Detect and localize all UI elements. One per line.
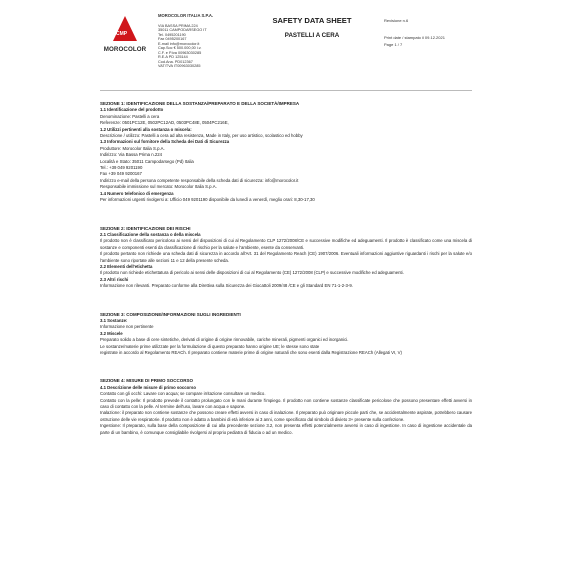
cmp-logo-icon bbox=[112, 15, 138, 45]
paragraph: Informazione non pertinente bbox=[100, 324, 154, 330]
section-2-title: SEZIONE 2: IDENTIFICAZIONE DEI RISCHI bbox=[100, 225, 191, 231]
logo-brand: MOROCOLOR bbox=[103, 46, 147, 53]
company-line: VIA BASSA PRIMA 224 bbox=[158, 23, 198, 28]
subsection-title: 3.2 Miscele bbox=[100, 330, 123, 336]
paragraph: Ingestione: Il preparato, sulla base della composizione di cui alla precedente sezione 3.2, non presenta effetti potenzialmente avversi in caso di ingestione. In caso di ingestione accidentale da parte di un bambino, è comunque consigliabile rivolgersi al proprio pediatra di fiducia o ad un medico. bbox=[100, 423, 472, 435]
paragraph: Il prodotto non è classificato pericoloso ai sensi del disposizioni di cui al Regolamento CLP 1272/2008/CE e successive modifiche ed adeguamenti. Il prodotto è classificato come una miscela di sostanze e componenti esenti da classificazione di rischio per la salute e l'ambiente, esente da conservanti. bbox=[100, 238, 472, 250]
safety-data-sheet-page bbox=[100, 14, 472, 436]
paragraph: Denominazione: Pastelli a cera bbox=[100, 113, 160, 119]
subsection-title: 4.1 Descrizione delle misure di primo soccorso bbox=[100, 384, 196, 390]
subsection-title: 1.3 Informazioni sul fornitore della Scheda dei Dati di Sicurezza bbox=[100, 139, 230, 145]
company-line: Fax 0495200167 bbox=[158, 37, 187, 41]
paragraph: Responsabile immissione sul mercato: Morocolor Italia S.p.A. bbox=[100, 184, 217, 190]
paragraph: Le sostanze/materie prime utilizzate per la formulazione di questo preparato hanno origine UE; le stesse sono state bbox=[100, 343, 320, 349]
page-number: Page 1 / 7 bbox=[384, 42, 403, 47]
paragraph: Inalazione: il preparato non contiene sostanze che possono creare effetti avversi in caso di inalazione. Il preparato può originare piccole parti che, se accidentalmente aspirate, potrebbero causare ostruzione delle vie respiratorie. Il prodotto non è adatto a bambini di età inferiore ai 3 anni, come specificato dal simbolo di divieto 3+ presente sulla confezione. bbox=[100, 410, 472, 422]
paragraph: registrate in accordo al Regolamento REACh. Il preparato contiene materie prime di origine naturali che sono esenti dalla Registrazione REACh (Allegati VI, V) bbox=[100, 350, 402, 355]
paragraph: Informazione non rilevanti. Preparato conforme alla Direttiva sulla Sicurezza dei Giocattoli 2009/48 /CE e gli Standard EN 71-1-2-3-9. bbox=[100, 283, 353, 289]
company-line: R.E.A PD 125144 bbox=[158, 55, 188, 59]
company-logo bbox=[100, 14, 150, 53]
subsection-title: 2.3 Altri rischi bbox=[100, 276, 129, 282]
section-4-title: SEZIONE 4: MISURE DI PRIMO SOCCORSO bbox=[100, 378, 194, 384]
paragraph: Preparato solido a base di cere sintetiche, derivati di origine di origine rinnovabile, cariche minerali, pigmenti organici ed inorganici. bbox=[100, 337, 349, 343]
paragraph: Indirizzo: Via Bassa Prima n.224 bbox=[100, 152, 163, 158]
paragraph: Referenze: 0501PC12E, 0502PC12AD, 0503PC48E, 0504PC216E, bbox=[100, 120, 229, 126]
paragraph: Contatto con la pelle: Il prodotto prevede il contatto prolungato con le mani durante l'impiego. Il prodotto non contiene sostanze classificate pericolose che possono presentare effetti avversi in caso di contatto con la pelle. Al termine dell'uso, lavare con acqua e sapone. bbox=[100, 397, 472, 410]
paragraph: Località e Stato: 35011 Campodarsego (Pd) Italia bbox=[100, 158, 194, 164]
paragraph: Fax +39 049 9200167 bbox=[100, 171, 142, 177]
section-1-title: SEZIONE 1: IDENTIFICAZIONE DELLA SOSTANZA/PREPARATO E DELLA SOCIETÀ/IMPRESA bbox=[100, 101, 300, 106]
revision-number: Revisione n.6 bbox=[384, 18, 409, 23]
subsection-title: 1.1 Identificazione del prodotto bbox=[100, 107, 164, 113]
subsection-title: 2.2 Elementi dell'etichetta bbox=[100, 263, 153, 269]
section-gap bbox=[100, 204, 472, 226]
subsection-title: 1.4 Numero telefonico di emergenza bbox=[100, 190, 174, 196]
paragraph: Indirizzo e-mail della persona competente responsabile della scheda dati di sicurezza: info@morocolor.it bbox=[100, 177, 299, 183]
logo-tag: CMP bbox=[116, 31, 128, 37]
section-gap bbox=[100, 290, 472, 312]
product-title: PASTELLI A CERA bbox=[284, 32, 340, 39]
document-title: SAFETY DATA SHEET bbox=[272, 16, 352, 25]
section-3-title: SEZIONE 3: COMPOSIZIONE/INFORMAZIONI SUGLI INGREDIENTI bbox=[100, 311, 241, 317]
company-line: E-mail info@morocolor.it bbox=[158, 41, 200, 46]
company-line: C.F. e P.iva 00963030285 bbox=[158, 50, 202, 55]
document-header bbox=[100, 14, 472, 91]
company-name: MOROCOLOR ITALIA S.P.A. bbox=[158, 13, 214, 18]
document-body bbox=[100, 101, 472, 436]
paragraph: Per informazioni urgenti rivolgersi a: Ufficio 049 9201190 disponibile da lunedì a venerdì, meglio orari: 8,30-17,30 bbox=[100, 197, 315, 203]
company-line: Cod.Ana. PD012367 bbox=[158, 59, 193, 64]
section-gap bbox=[100, 356, 472, 378]
company-line: 35011 CAMPODARSEGO IT bbox=[158, 28, 207, 32]
document-meta bbox=[378, 14, 472, 47]
paragraph: Contatto con gli occhi: Lavare con acqua; se compare irritazione consultare un medico. bbox=[100, 391, 266, 397]
company-line: Tel. 0495201190 bbox=[158, 32, 186, 37]
paragraph: Tel.: +39 049 9201190 bbox=[100, 165, 143, 171]
company-info bbox=[150, 14, 246, 69]
subsection-title: 2.1 Classificazione della sostanza o della miscela bbox=[100, 231, 201, 237]
subsection-title: 3.1 Sostanze: bbox=[100, 317, 128, 323]
document-title-block bbox=[246, 14, 378, 39]
paragraph: Descrizione / utilizzo: Pastelli a cera ad alta resistenza, Made in Italy, per uso artistico, scolastico ed hobby bbox=[100, 133, 303, 139]
company-line: VAT/TVA IT00963030285 bbox=[158, 64, 201, 68]
paragraph: Il prodotto pertanto non richiede una scheda dati di sicurezza in accordo all'Art. 31 del Regolamento Reach (CE) 1907/2006. Eventuali informazioni aggiuntive riguardanti i rischi per la salute e/o l'ambiente sono riportate alle sezioni 11 e 12 della presente scheda. bbox=[100, 251, 472, 263]
subsection-title: 1.2 Utilizzi pertinenti alla sostanza o miscela: bbox=[100, 126, 192, 132]
company-line: Cap.Soc € 500.000,00 i.v. bbox=[158, 46, 202, 50]
paragraph: Produttore: Morocolor Italia S.p.A. bbox=[100, 145, 165, 151]
paragraph: Il prodotto non richiede etichettatura di pericolo ai sensi delle disposizioni di cui al Regolamento (CE) 1272/2008 (CLP) e successive modifiche ed adeguamenti. bbox=[100, 270, 404, 276]
print-date: Print date / stampato il 09.12.2021 bbox=[384, 35, 445, 40]
